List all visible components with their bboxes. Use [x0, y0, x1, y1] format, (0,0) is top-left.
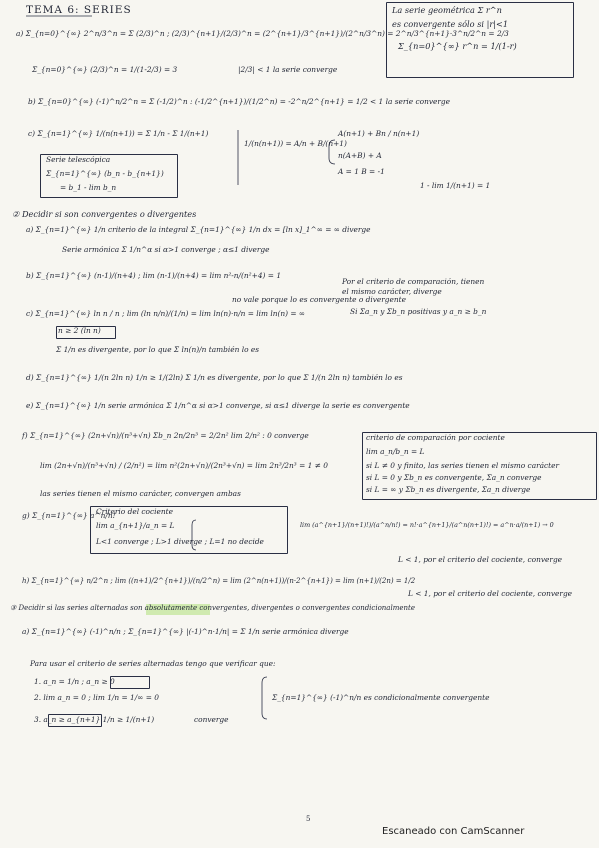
ex2-heading: ② Decidir si son convergentes o divergentes: [12, 209, 197, 219]
comparison-box-line-3: si L = 0 y Σb_n es convergente, Σa_n converge: [366, 473, 542, 482]
ex2-h-conclusion: L < 1, por el criterio del cociente, converge: [408, 589, 573, 598]
ex2-d-line: d) Σ_{n=1}^{∞} 1/(n 2ln n) 1/n ≥ 1/(2ln) Σ 1/n es divergente, por lo que Σ 1/(n 2ln n) también lo es: [26, 373, 403, 382]
ex3-intro: Para usar el criterio de series alternadas tengo que verificar que:: [30, 659, 276, 668]
ex2-f-line-3: las series tienen el mismo carácter, convergen ambas: [40, 489, 241, 498]
ex2-a-harmonic: Serie armónica Σ 1/n^α si α>1 converge ; α≤1 diverge: [62, 245, 270, 254]
page-title: TEMA 6: SERIES: [26, 4, 132, 16]
ex2-b-line: b) Σ_{n=1}^{∞} (n-1)/(n+4) ; lim (n-1)/(n+4) = lim n²-n/(n²+4) = 1: [26, 271, 282, 280]
comparison-box-line-1: lim a_n/b_n = L: [366, 447, 425, 456]
telescopic-line-1: Σ_{n=1}^{∞} (b_n - b_{n+1}): [46, 169, 164, 178]
ex3-heading: ③ Decidir si las series alternadas son absolutamente convergentes, divergentes o convergentes condicionalmente: [10, 604, 415, 612]
ex2-g-calc: lim (a^{n+1}/(n+1)!)/(a^n/n!) = n!·a^{n+1}/(a^n(n+1)!) = a^n·a/(n+1) → 0: [300, 521, 554, 529]
ex2-b-note-2: el mismo carácter, diverge: [342, 287, 442, 296]
ex1-a-note: |2/3| < 1 la serie converge: [238, 65, 338, 74]
ex2-c-line: c) Σ_{n=1}^{∞} ln n / n ; lim (ln n/n)/(1/n) = lim ln(n)·n/n = lim ln(n) = ∞: [26, 309, 306, 318]
telescopic-line-2: = b_1 - lim b_n: [60, 183, 117, 192]
ex2-f-line-1: f) Σ_{n=1}^{∞} (2n+√n)/(n³+√n) Σb_n 2n/2n³ = 2/2n² lim 2/n² : 0 converge: [22, 431, 309, 440]
camscanner-watermark: Escaneado con CamScanner: [382, 826, 525, 837]
ex3-condition-1: 1. a_n = 1/n ; a_n ≥ 0: [34, 677, 115, 686]
ex2-e-line: e) Σ_{n=1}^{∞} 1/n serie armónica Σ 1/n^α si α>1 converge, si α≤1 diverge la serie es convergente: [26, 401, 410, 410]
ex2-b-note-1: Por el criterio de comparación, tienen: [342, 277, 485, 286]
ex1-a-line-1: a) Σ_{n=0}^{∞} 2^n/3^n = Σ (2/3)^n ; (2/3)^{n+1}/(2/3)^n = (2^{n+1}/3^{n+1})/(2^n/3^n) = 2^n/3^{n+1}·3^n/2^n = 2/3: [16, 29, 509, 38]
comparison-box-line-2: si L ≠ 0 y finito, las series tienen el mismo carácter: [366, 461, 560, 470]
ex1-c-solve-2: n(A+B) + A: [338, 151, 382, 160]
ex3-cond3-tag: converge: [194, 715, 229, 724]
page-number: 5: [306, 815, 311, 823]
ratio-box-options: L<1 converge ; L>1 diverge ; L=1 no decide: [96, 537, 264, 546]
sidebox-line-2: es convergente sólo si |r|<1: [392, 19, 509, 29]
ex3-conclusion: Σ_{n=1}^{∞} (-1)^n/n es condicionalmente convergente: [272, 693, 490, 702]
ex3-cond3-box: [48, 714, 102, 727]
sidebox-line-3: Σ_{n=0}^{∞} r^n = 1/(1-r): [398, 41, 517, 51]
comparison-box-line-4: si L = ∞ y Σb_n es divergente, Σa_n diverge: [366, 485, 531, 494]
ex1-c-result: 1 - lim 1/(n+1) = 1: [420, 181, 491, 190]
sidebox-line-1: La serie geométrica Σ r^n: [392, 5, 502, 15]
ex1-c-solve-3: A = 1 B = -1: [338, 167, 385, 176]
ex2-c-boxed-text: n ≥ 2 (ln n): [58, 326, 101, 335]
ex2-g-conclusion: L < 1, por el criterio del cociente, converge: [398, 555, 563, 564]
ex3-a-line: a) Σ_{n=1}^{∞} (-1)^n/n ; Σ_{n=1}^{∞} |(-1)^n·1/n| = Σ 1/n serie armónica diverge: [22, 627, 349, 636]
ex1-c-line: c) Σ_{n=1}^{∞} 1/(n(n+1)) = Σ 1/n - Σ 1/(n+1): [28, 129, 209, 138]
ex3-condition-3: 3. a_n ≥ a_{n+1} 1/n ≥ 1/(n+1): [34, 715, 155, 724]
ratio-box-line-1: lim a_{n+1}/a_n = L: [96, 521, 175, 530]
ex3-cond1-box: [110, 676, 150, 689]
ex2-h-line: h) Σ_{n=1}^{∞} n/2^n ; lim ((n+1)/2^{n+1})/(n/2^n) = lim (2^n(n+1))/(n·2^{n+1}) = lim (n+1)/(2n) = 1/2: [22, 577, 416, 585]
ex2-b-note-3: no vale porque lo es convergente o divergente: [232, 295, 407, 304]
ex2-f-line-2: lim (2n+√n)/(n³+√n) / (2/n²) = lim n²(2n+√n)/(2n³+√n) = lim 2n³/2n³ = 1 ≠ 0: [40, 461, 328, 470]
ex1-c-partial: 1/(n(n+1)) = A/n + B/(n+1): [244, 139, 347, 148]
ex2-a-line: a) Σ_{n=1}^{∞} 1/n criterio de la integral Σ_{n=1}^{∞} 1/n dx = [ln x]_1^∞ = ∞ diverge: [26, 225, 371, 234]
ex1-c-solve-1: A(n+1) + Bn / n(n+1): [338, 129, 420, 138]
ex1-b-line: b) Σ_{n=0}^{∞} (-1)^n/2^n = Σ (-1/2)^n : (-1/2^{n+1})/(1/2^n) = -2^n/2^{n+1} = 1/2 < 1 la serie converge: [28, 97, 451, 106]
ex3-condition-2: 2. lim a_n = 0 ; lim 1/n = 1/∞ = 0: [34, 693, 159, 702]
ex2-c-line-2: Σ 1/n es divergente, por lo que Σ ln(n)/n también lo es: [56, 345, 260, 354]
ratio-box-title: Criterio del cociente: [96, 507, 173, 516]
ex2-g-line: g) Σ_{n=1}^{∞} a^n/n!: [22, 511, 116, 520]
ex1-a-line-2: Σ_{n=0}^{∞} (2/3)^n = 1/(1-2/3) = 3: [32, 65, 178, 74]
ex2-c-note: Si Σa_n y Σb_n positivas y a_n ≥ b_n: [350, 307, 487, 316]
comparison-box-title: criterio de comparación por cociente: [366, 433, 505, 442]
telescopic-title: Serie telescópica: [46, 155, 111, 164]
